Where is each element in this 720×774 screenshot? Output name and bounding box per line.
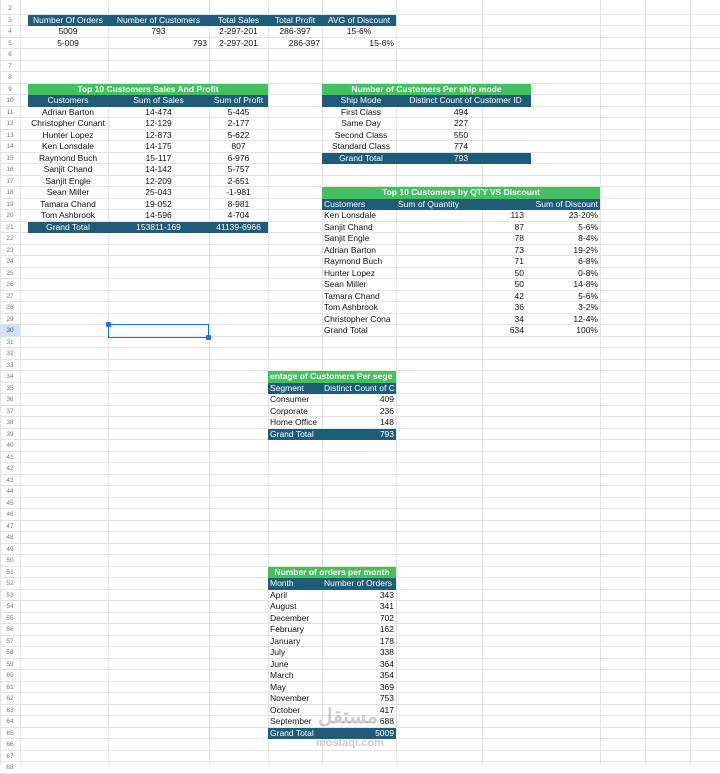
ship-mode-header: Distinct Count of Customer ID <box>400 95 531 107</box>
table-cell: 5-6% <box>578 290 598 301</box>
table-cell: 417 <box>379 704 394 715</box>
table-cell: Tamara Chand <box>324 290 380 301</box>
table-cell: February <box>270 624 305 634</box>
grand-total-cell: Grand Total <box>324 325 368 335</box>
row-number[interactable]: 13 <box>6 131 14 139</box>
row-number[interactable]: 67 <box>6 752 14 760</box>
table-cell: 8-981 <box>227 198 250 209</box>
row-number[interactable]: 11 <box>6 108 14 116</box>
row-number[interactable]: 2 <box>8 5 12 12</box>
row-number[interactable]: 62 <box>6 695 14 702</box>
table-cell: 23-20% <box>568 210 598 220</box>
row-number[interactable]: 34 <box>6 373 14 380</box>
table-cell: 807 <box>231 141 246 151</box>
row-number[interactable]: 66 <box>6 741 14 748</box>
row-number[interactable]: 52 <box>6 580 14 587</box>
table-cell: First Class <box>340 106 382 117</box>
table-cell: Corporate <box>270 405 308 416</box>
table-cell: 19-052 <box>145 198 172 209</box>
table-cell: Raymond Buch <box>324 256 383 266</box>
table-cell: 343 <box>379 589 394 600</box>
table-cell: August <box>270 601 297 611</box>
table-cell: -1-981 <box>226 187 251 197</box>
table-cell: 494 <box>453 106 469 117</box>
table-cell: 5-445 <box>227 106 250 117</box>
grand-total-cell: Grand Total <box>28 222 108 234</box>
table-cell: 73 <box>514 244 524 255</box>
kpi-value: 2-297-201 <box>219 26 258 36</box>
table-cell: 0-8% <box>578 267 598 278</box>
table-cell: Tom Ashbrook <box>324 302 378 312</box>
row-number[interactable]: 5 <box>8 39 12 47</box>
qty-discount-header: Sum of Discount <box>520 199 600 211</box>
row-gridline <box>0 347 720 348</box>
table-cell: Home Office <box>270 417 318 427</box>
kpi-header: Total Profit <box>268 15 322 27</box>
table-cell: 14-8% <box>573 279 598 289</box>
qty-discount-header: Sum of Quantity <box>396 199 520 211</box>
table-cell: Christopher Cona <box>324 313 391 324</box>
column-gridline <box>690 0 691 765</box>
table-cell: 113 <box>510 210 524 220</box>
row-number[interactable]: 65 <box>6 729 14 737</box>
row-number[interactable]: 42 <box>6 465 14 472</box>
column-gridline <box>645 0 646 765</box>
grand-total-cell: 153811-169 <box>108 222 209 234</box>
table-cell: 774 <box>453 141 469 151</box>
grand-total-cell: Grand Total <box>322 153 400 165</box>
table-cell: 19-2% <box>573 244 598 255</box>
table-cell: 25-043 <box>145 187 172 197</box>
ship-mode-header: Ship Mode <box>322 95 400 107</box>
table-cell: 148 <box>379 417 394 427</box>
row-number[interactable]: 51 <box>6 568 14 576</box>
table-cell: 341 <box>379 601 394 611</box>
orders-month-title: Number of orders per month <box>268 567 396 579</box>
table-cell: Sean Miller <box>46 187 90 197</box>
table-cell: 354 <box>379 670 394 680</box>
segment-header: Distinct Count of C <box>324 382 395 393</box>
table-cell: 50 <box>514 279 524 289</box>
table-cell: 14-474 <box>145 106 172 117</box>
table-cell: 14-175 <box>145 141 172 151</box>
kpi-value: 2-297-201 <box>219 37 258 48</box>
row-number[interactable]: 57 <box>6 637 14 645</box>
row-number[interactable]: 68 <box>6 764 14 771</box>
table-cell: 364 <box>379 658 394 669</box>
row-number[interactable]: 25 <box>6 269 14 277</box>
row-number[interactable]: 3 <box>8 16 12 24</box>
grand-total-cell: Grand Total <box>268 728 322 740</box>
fill-handle[interactable] <box>206 335 211 340</box>
table-cell: 5-622 <box>227 129 250 140</box>
table-cell: 34 <box>514 313 524 324</box>
row-gridline <box>0 543 720 544</box>
table-cell: 71 <box>514 256 524 266</box>
table-cell: 12-873 <box>145 129 172 140</box>
selected-cell[interactable] <box>108 324 209 338</box>
kpi-value: 286-397 <box>279 26 311 36</box>
row-number[interactable]: 23 <box>6 246 14 254</box>
row-number[interactable]: 19 <box>6 200 14 208</box>
row-number[interactable]: 16 <box>6 166 14 173</box>
row-gridline <box>0 531 720 532</box>
row-gridline <box>0 508 720 509</box>
row-number[interactable]: 24 <box>6 258 14 265</box>
ship-mode-title: Number of Customers Per ship mode <box>322 84 531 96</box>
watermark-arabic: مستقل <box>318 706 378 728</box>
kpi-value: 15-6% <box>346 26 372 36</box>
table-cell: January <box>270 635 301 646</box>
table-cell: Sanjit Chand <box>324 221 373 232</box>
row-gridline <box>0 462 720 463</box>
table-cell: Raymond Buch <box>38 152 98 163</box>
row-number[interactable]: 47 <box>6 522 14 530</box>
row-number[interactable]: 31 <box>6 338 14 346</box>
table-cell: 5-6% <box>578 221 598 232</box>
row-number[interactable]: 12 <box>6 120 14 127</box>
row-number[interactable]: 22 <box>6 235 14 242</box>
table-cell: Sean Miller <box>324 279 367 289</box>
row-number[interactable]: 29 <box>6 315 14 323</box>
row-gridline <box>0 750 720 751</box>
table-cell: 78 <box>514 233 524 243</box>
row-number[interactable]: 14 <box>6 143 14 150</box>
orders-month-header: Month <box>268 578 322 590</box>
kpi-value: 5009 <box>58 26 78 36</box>
kpi-header: Number of Customers <box>108 15 209 27</box>
grand-total-cell: 5009 <box>322 728 396 740</box>
table-cell: 4-704 <box>227 210 250 220</box>
table-cell: 2-177 <box>227 118 250 128</box>
row-gridline <box>0 485 720 486</box>
selection-handle-start[interactable] <box>106 322 111 327</box>
table-cell: April <box>270 589 288 600</box>
table-cell: 369 <box>379 681 394 692</box>
column-gridline <box>20 0 21 765</box>
table-cell: 50 <box>514 267 524 278</box>
table-cell: 409 <box>379 394 394 404</box>
row-number[interactable]: 64 <box>6 718 14 725</box>
table-cell: March <box>270 670 294 680</box>
table-cell: December <box>270 612 310 623</box>
grand-total-cell: 100% <box>576 325 598 335</box>
qty-discount-header: Customers <box>322 199 396 211</box>
table-cell: 3-2% <box>578 302 598 312</box>
table-cell: 12-129 <box>145 118 172 128</box>
table-cell: Ken Lonsdale <box>324 210 376 220</box>
row-gridline <box>0 474 720 475</box>
row-number[interactable]: 8 <box>8 74 12 81</box>
table-cell: Adrian Barton <box>42 106 94 117</box>
row-gridline <box>0 554 720 555</box>
row-number[interactable]: 30 <box>0 325 20 337</box>
row-number[interactable]: 44 <box>6 488 14 495</box>
table-cell: 6-8% <box>578 256 598 266</box>
table-cell: 236 <box>379 405 394 416</box>
table-cell: Sanjit Engle <box>45 175 91 186</box>
row-number[interactable]: 35 <box>6 384 14 392</box>
table-cell: Standard Class <box>331 141 391 151</box>
kpi-value: 15-6% <box>369 37 394 48</box>
row-number[interactable]: 21 <box>6 223 14 231</box>
kpi-header: Total Sales <box>209 15 268 27</box>
table-cell: Second Class <box>334 129 388 140</box>
row-number[interactable]: 48 <box>6 534 14 541</box>
table-cell: 5-757 <box>227 164 250 174</box>
row-number[interactable]: 26 <box>6 281 14 288</box>
row-gridline <box>0 520 720 521</box>
top10-sales-title: Top 10 Customers Sales And Profit <box>28 84 268 96</box>
kpi-value: 793 <box>192 37 207 48</box>
row-gridline <box>0 451 720 452</box>
row-number[interactable]: 39 <box>6 430 14 438</box>
row-number[interactable]: 61 <box>6 683 14 691</box>
table-cell: Sanjit Engle <box>324 233 370 243</box>
grand-total-cell: 793 <box>400 153 522 165</box>
segment-title: entage of Customers Per sege <box>268 371 396 383</box>
table-cell: 6-976 <box>227 152 250 163</box>
table-cell: 12-4% <box>573 313 598 324</box>
table-cell: Consumer <box>270 394 310 404</box>
table-cell: 702 <box>379 612 394 623</box>
row-gridline <box>0 497 720 498</box>
row-number[interactable]: 46 <box>6 511 14 518</box>
qty-discount-title: Top 10 Customers by QTY VS Discount <box>322 187 600 199</box>
table-cell: 178 <box>379 635 394 646</box>
row-number[interactable]: 59 <box>6 660 14 668</box>
row-number[interactable]: 10 <box>6 97 14 104</box>
table-cell: Sanjit Chand <box>43 164 93 174</box>
table-cell: 12-209 <box>145 175 172 186</box>
column-gridline <box>600 0 601 765</box>
table-cell: Christopher Conant <box>31 118 105 128</box>
table-cell: 8-4% <box>578 233 598 243</box>
row-number[interactable]: 54 <box>6 603 14 610</box>
segment-header: Segment <box>268 383 322 395</box>
table-cell: 42 <box>514 290 524 301</box>
top10-sales-header: Sum of Profit <box>209 95 268 107</box>
table-cell: October <box>270 704 301 715</box>
kpi-header: AVG of Discount <box>322 15 396 27</box>
table-cell: Tom Ashbrook <box>41 210 95 220</box>
table-cell: September <box>270 716 312 726</box>
orders-month-header: Number of Orders <box>322 578 396 590</box>
row-number[interactable]: 9 <box>8 85 12 93</box>
watermark-latin: mostaql.com <box>316 737 384 749</box>
row-number[interactable]: 38 <box>6 419 14 426</box>
row-number[interactable]: 58 <box>6 649 14 656</box>
row-number[interactable]: 49 <box>6 545 14 553</box>
row-gridline <box>0 71 720 72</box>
table-cell: Adrian Barton <box>324 244 376 255</box>
top10-sales-header: Customers <box>28 95 108 107</box>
table-cell: 87 <box>514 221 524 232</box>
table-cell: 162 <box>379 624 394 634</box>
row-number[interactable]: 43 <box>6 476 14 484</box>
row-number[interactable]: 55 <box>6 614 14 622</box>
row-gridline <box>0 773 720 774</box>
row-number[interactable]: 56 <box>6 626 14 633</box>
table-cell: 227 <box>453 118 469 128</box>
grand-total-cell: 41139-6966 <box>209 222 268 234</box>
table-cell: 550 <box>453 129 469 140</box>
table-cell: July <box>270 647 286 657</box>
row-gridline <box>0 359 720 360</box>
table-cell: 14-596 <box>145 210 172 220</box>
table-cell: May <box>270 681 287 692</box>
row-gridline <box>0 60 720 61</box>
row-number[interactable]: 20 <box>6 212 14 219</box>
table-cell: 688 <box>379 716 394 726</box>
row-number[interactable]: 27 <box>6 292 14 300</box>
grand-total-cell: 793 <box>322 429 396 441</box>
grand-total-cell: Grand Total <box>268 429 322 441</box>
table-cell: Hunter Lopez <box>42 129 94 140</box>
table-cell: November <box>270 693 310 703</box>
row-number[interactable]: 6 <box>8 51 12 58</box>
row-number[interactable]: 18 <box>6 189 14 196</box>
row-number[interactable]: 37 <box>6 407 14 415</box>
grand-total-cell: 634 <box>509 325 524 335</box>
table-cell: 338 <box>379 647 394 657</box>
row-number[interactable]: 7 <box>8 62 12 70</box>
table-cell: June <box>270 658 289 669</box>
row-number[interactable]: 41 <box>6 453 14 461</box>
table-cell: 36 <box>514 302 524 312</box>
row-number[interactable]: 60 <box>6 672 14 679</box>
table-cell: 753 <box>379 693 394 703</box>
row-number[interactable]: 4 <box>8 28 12 35</box>
table-cell: 2-651 <box>227 175 250 186</box>
row-number[interactable]: 36 <box>6 396 14 403</box>
row-number[interactable]: 53 <box>6 591 14 599</box>
table-cell: 14-142 <box>145 164 172 174</box>
kpi-value: 286-397 <box>288 37 320 48</box>
row-number[interactable]: 50 <box>6 557 14 564</box>
row-number[interactable]: 45 <box>6 499 14 507</box>
table-cell: Same Day <box>341 118 381 128</box>
kpi-value: 793 <box>151 26 166 36</box>
row-number[interactable]: 15 <box>6 154 14 162</box>
row-number[interactable]: 63 <box>6 706 14 714</box>
table-cell: Ken Lonsdale <box>42 141 94 151</box>
row-number[interactable]: 28 <box>6 304 14 311</box>
table-cell: Hunter Lopez <box>324 267 376 278</box>
kpi-value: 5-009 <box>57 37 79 48</box>
row-gridline <box>0 761 720 762</box>
kpi-header: Number Of Orders <box>28 15 108 27</box>
top10-sales-header: Sum of Sales <box>108 95 209 107</box>
row-number[interactable]: 40 <box>6 442 14 449</box>
table-cell: 15-117 <box>145 152 172 163</box>
row-number[interactable]: 17 <box>6 177 14 185</box>
row-number[interactable]: 33 <box>6 361 14 369</box>
table-cell: Tamara Chand <box>40 198 96 209</box>
row-number[interactable]: 32 <box>6 350 14 357</box>
